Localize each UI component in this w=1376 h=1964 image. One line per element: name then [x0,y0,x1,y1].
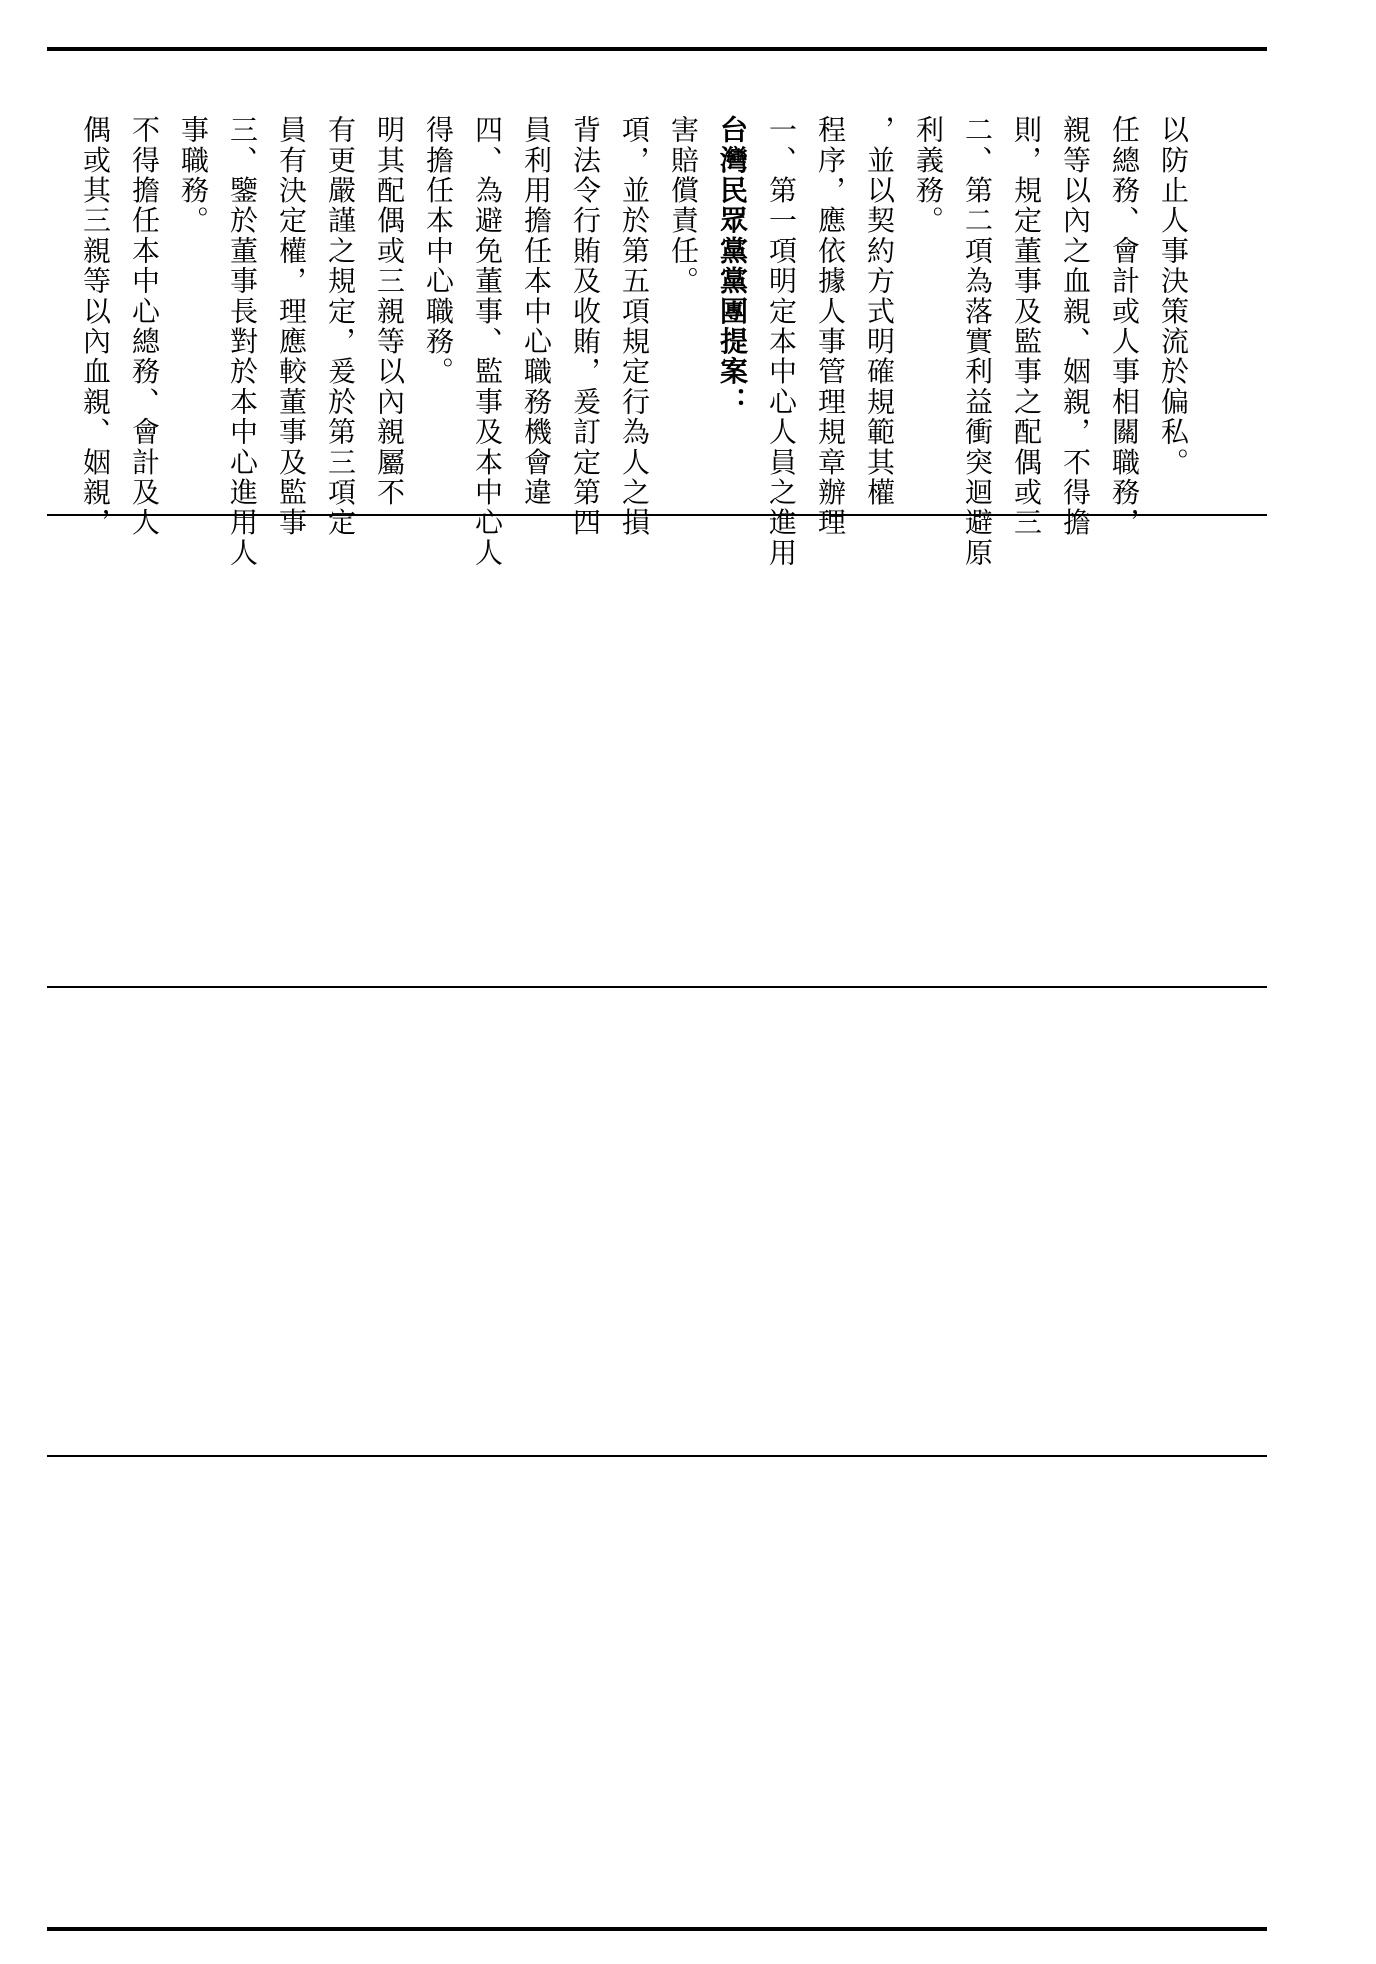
text-line: 不得擔任本中心總務、會計及人 [128,115,161,538]
text-line: 利義務。 [912,115,945,236]
text-line: 程序，應依據人事管理規章辦理 [814,115,847,538]
text-line: 害賠償責任。 [667,115,700,297]
text-line: 明其配偶或三親等以內親屬不 [373,115,406,508]
text-line: 有更嚴謹之規定，爰於第三項定 [324,115,357,538]
text-line: 二、第二項為落實利益衝突迴避原 [961,115,994,568]
text-line: 四、為避免董事、監事及本中心人 [471,115,504,568]
caucus-heading: 台灣民眾黨黨團提案： [716,115,749,417]
text-line: 任總務、會計或人事相關職務， [1108,115,1141,538]
text-line: 親等以內之血親、姻親，不得擔 [1059,115,1092,538]
text-line: 員有決定權，理應較董事及監事 [275,115,308,538]
text-line: 一、第一項明定本中心人員之進用 [765,115,798,568]
table-cell-empty [47,988,1267,1455]
text-line: 員利用擔任本中心職務機會違 [520,115,553,508]
text-line: ，並以契約方式明確規範其權 [863,115,896,508]
table-cell-empty [47,516,1267,986]
text-line: 背法令行賄及收賄，爰訂定第四 [569,115,602,538]
text-line: 得擔任本中心職務。 [422,115,455,387]
text-line: 項，並於第五項規定行為人之損 [618,115,651,538]
table-cell-explanation [47,51,1267,568]
text-line: 偶或其三親等以內血親、姻親， [79,115,112,538]
text-line: 以防止人事決策流於偏私。 [1157,115,1190,478]
text-line: 事職務。 [177,115,210,236]
text-line: 三、鑒於董事長對於本中心進用人 [226,115,259,568]
table-cell-empty [47,1457,1267,1927]
table-rule-bottom [47,1927,1267,1931]
text-line: 則，規定董事及監事之配偶或三 [1010,115,1043,538]
